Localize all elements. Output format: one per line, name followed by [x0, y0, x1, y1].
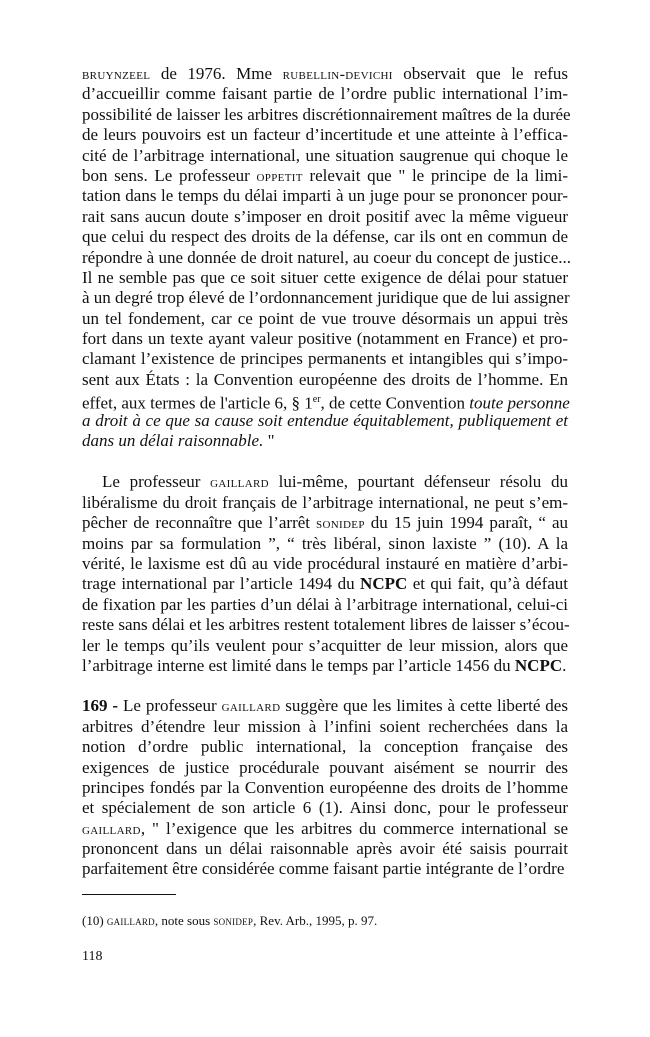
- text-line: [82, 431, 568, 451]
- paragraph-gap: [82, 451, 568, 472]
- small-caps-name: gaillard: [221, 698, 281, 716]
- text-run: de 1976. Mme: [150, 64, 283, 83]
- text-run: du 15 juin 1994 paraît, “ au: [364, 513, 568, 533]
- italic-quote: dans un délai raisonnable.: [82, 431, 264, 451]
- text-run: que celui du respect des droits de la défense, car ils ont en commun de: [82, 227, 568, 247]
- footnote-separator: [82, 894, 176, 895]
- text-line: [82, 349, 568, 369]
- text-line: [82, 370, 568, 390]
- text-line: [82, 758, 568, 778]
- text-run: .: [562, 655, 567, 675]
- text-run: parfaitement être considérée comme faisant partie intégrante de l’ordre: [82, 859, 565, 879]
- text-run: cité de l’arbitrage international, une situation saugrenue qui choque le: [82, 145, 568, 165]
- text-line: [82, 554, 568, 574]
- small-caps-name: gaillard: [210, 474, 269, 492]
- text-run: libéralisme du droit français de l’arbitrage international, ne peut s’em-: [82, 492, 568, 512]
- text-line: [82, 493, 568, 513]
- text-line: [82, 696, 568, 716]
- small-caps-name: rubellin-devichi: [282, 66, 393, 83]
- text-line: [82, 737, 568, 757]
- paragraph-gap: [82, 676, 568, 696]
- italic-quote: a droit à ce que sa cause soit entendue équitablement, publiquement et: [82, 410, 568, 430]
- text-run: prononcent dans un délai raisonnable après avoir été saisis pourrait: [82, 839, 568, 859]
- bold-text: 169 -: [82, 696, 119, 716]
- text-run: ler le temps qu’ils veulent pour s’acquitter de leur mission, alors que: [82, 635, 568, 655]
- small-caps-name: gaillard: [82, 820, 141, 838]
- text-line: [82, 268, 568, 288]
- small-caps-name: oppetit: [256, 167, 303, 185]
- text-run: effet, aux termes de l'article 6, § 1: [82, 393, 313, 413]
- text-run: répondre à une donnée de droit naturel, au coeur du concept de justice...: [82, 247, 572, 267]
- text-line: [82, 288, 568, 308]
- small-caps-name: gaillard: [106, 913, 155, 928]
- text-line: [82, 104, 571, 125]
- text-run: (10): [82, 912, 107, 928]
- text-line: [82, 84, 568, 104]
- text-run: de leurs pouvoirs est un facteur d’incertitude et une atteinte à l’effica-: [82, 125, 568, 145]
- text-run: l’arbitrage interne est limité dans le temps par l’article 1456 du: [82, 655, 515, 675]
- text-line: [82, 309, 568, 329]
- text-line: [82, 390, 570, 413]
- text-run: trage international par l’article 1494 du: [82, 574, 361, 594]
- text-run: reste sans délai et les arbitres restent totalement libres de laisser s’écou-: [82, 615, 570, 635]
- text-line: [82, 64, 568, 84]
- text-run: possibilité de laisser les arbitres discrétionnairement maîtres de la durée: [82, 104, 571, 124]
- text-run: fort dans un texte ayant valeur positive (notamment en France) et pro-: [82, 329, 568, 349]
- paragraph-2: [82, 472, 568, 676]
- text-run: sent aux États : la Convention européenne des droits de l’homme. En: [82, 369, 568, 389]
- document-page: [82, 64, 572, 967]
- text-line: [82, 227, 568, 247]
- text-run: suggère que les limites à cette liberté des: [280, 696, 568, 716]
- text-run: Le professeur: [118, 696, 222, 716]
- text-run: , " l’exigence que les arbitres du commerce international se: [140, 818, 568, 838]
- text-line: [82, 615, 568, 635]
- italic-quote: toute personne: [469, 393, 570, 413]
- text-run: à un degré trop élevé de l’ordonnancement juridique que de lui assigner: [82, 288, 570, 308]
- paragraph-1: [82, 64, 572, 451]
- text-run: un tel fondement, car ce point de vue trouve désormais un appui très: [82, 308, 568, 328]
- text-run: vérité, le laxisme est dû au vide procédural instauré en matière d’arbi-: [82, 553, 568, 573]
- text-line: [82, 186, 568, 206]
- text-run: observait que le refus: [392, 64, 568, 83]
- text-line: [82, 125, 568, 145]
- text-run: bon sens. Le professeur: [82, 165, 257, 185]
- text-run: ": [263, 431, 275, 451]
- text-run: tation dans le temps du délai imparti à un juge pour se prononcer pour-: [82, 186, 568, 206]
- page-number: 118: [82, 948, 103, 964]
- paragraph-3-numbered-169: [82, 696, 568, 880]
- small-caps-name: sonidep: [213, 913, 254, 928]
- text-line: [82, 839, 568, 859]
- text-run: rait sans aucun doute s’imposer en droit positif avec la même vigueur: [82, 206, 568, 226]
- text-line: [82, 207, 568, 227]
- text-run: d’accueillir comme faisant partie de l’ordre public international l’im-: [82, 84, 568, 104]
- text-run: , Rev. Arb., 1995, p. 97.: [253, 912, 378, 928]
- text-run: , note sous: [154, 912, 214, 928]
- text-run: lui-même, pourtant défenseur résolu du: [268, 472, 568, 492]
- text-run: relevait que " le principe de la limi-: [302, 165, 568, 185]
- text-line: [82, 574, 568, 594]
- text-run: notion d’ordre public international, la conception française des: [82, 737, 568, 757]
- text-run: moins par sa formulation ”, “ très libéral, sinon laxiste ” (10). A la: [82, 533, 568, 553]
- superscript: er: [312, 394, 321, 406]
- text-line: [82, 146, 568, 166]
- text-line: [82, 656, 568, 676]
- small-caps-name: sonidep: [316, 515, 365, 533]
- text-run: de fixation par les parties d’un délai à l’arbitrage international, celui-ci: [82, 594, 568, 614]
- text-run: clamant l’existence de principes permanents et intangibles qui s’impo-: [82, 349, 568, 369]
- text-line: [82, 513, 568, 533]
- text-run: Il ne semble pas que ce soit situer cette exigence de délai pour statuer: [82, 267, 568, 287]
- text-run: , de cette Convention: [320, 393, 470, 413]
- text-run: et spécialement de son article 6 (1). Ainsi donc, pour le professeur: [82, 798, 568, 818]
- text-run: exigences de justice procédurale pouvant aisément se nourrir des: [82, 757, 568, 777]
- text-run: pêcher de reconnaître que l’arrêt: [82, 513, 317, 533]
- text-line: [82, 798, 568, 818]
- footnote-10: [82, 913, 568, 929]
- text-line: [82, 329, 568, 349]
- small-caps-name: bruynzeel: [82, 66, 151, 83]
- text-line: [82, 411, 568, 431]
- text-line: [82, 859, 568, 879]
- text-line: [82, 247, 572, 268]
- text-line: [82, 472, 568, 492]
- text-line: [82, 819, 568, 839]
- bold-text: NCPC: [514, 655, 563, 675]
- text-run: arbitres d’étendre leur mission à l’infini soient recherchées dans la: [82, 716, 568, 736]
- bold-text: NCPC: [360, 574, 408, 594]
- text-run: Le professeur: [102, 472, 211, 492]
- text-line: [82, 166, 568, 186]
- text-line: [82, 778, 568, 798]
- text-line: [82, 636, 568, 656]
- text-run: principes fondés par la Convention européenne des droits de l’homme: [82, 777, 568, 797]
- text-line: [82, 534, 568, 554]
- text-line: [82, 595, 568, 615]
- text-line: [82, 717, 568, 737]
- text-run: et qui fait, qu’à défaut: [407, 574, 569, 594]
